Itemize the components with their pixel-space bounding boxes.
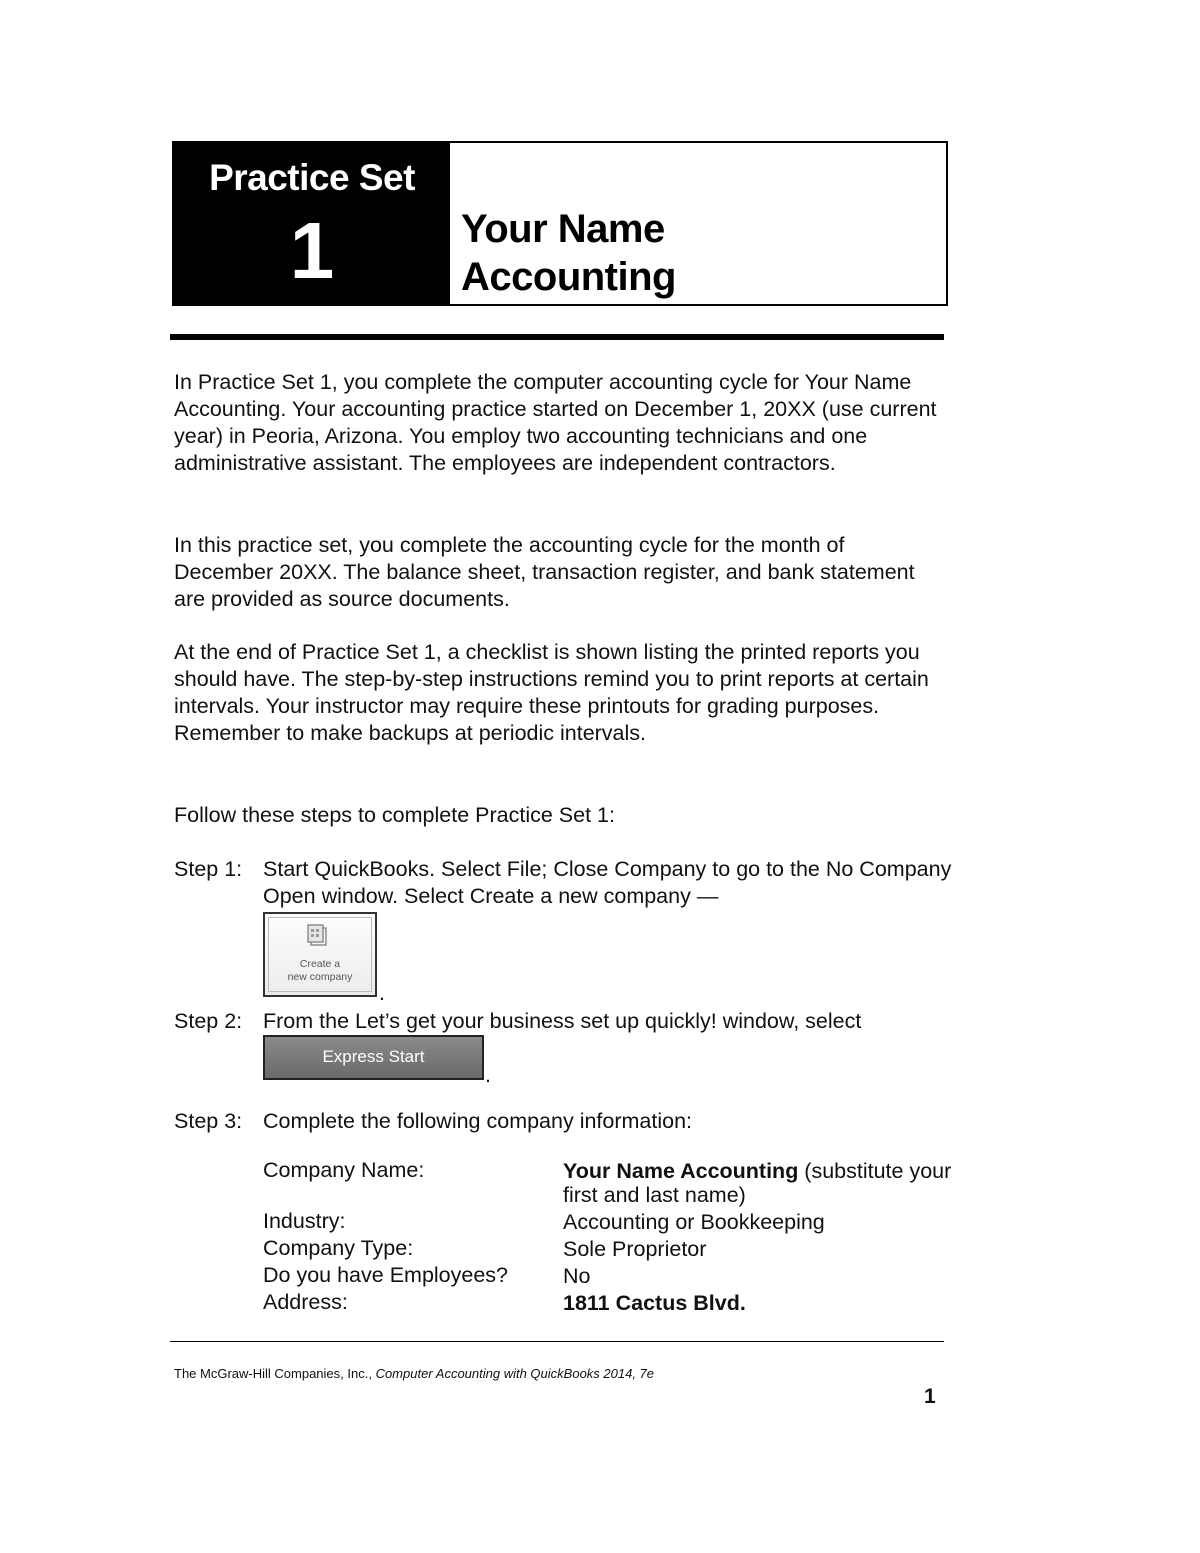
step-2-period: .: [485, 1063, 491, 1087]
step-1-text: Start QuickBooks. Select File; Close Company to go to the No Company Open window. Select Create a new company —: [263, 857, 952, 908]
page-number: 1: [924, 1385, 936, 1408]
footer-book-title: Computer Accounting with QuickBooks 2014, 7e: [375, 1366, 655, 1381]
company-name-value: [563, 1159, 953, 1207]
chapter-title-line-2: Accounting: [461, 255, 676, 299]
footer-publisher: The McGraw-Hill Companies, Inc.,: [174, 1366, 376, 1381]
chapter-title-line-1: Your Name: [461, 207, 665, 251]
step-2-label: Step 2:: [174, 1009, 243, 1033]
address-bold: 1811 Cactus Blvd.: [563, 1291, 746, 1315]
create-new-company-button[interactable]: [263, 912, 377, 997]
employees-value: No: [563, 1264, 591, 1288]
employees-label: Do you have Employees?: [263, 1263, 509, 1287]
company-name-bold: Your Name Accounting: [563, 1159, 799, 1183]
chapter-header: [172, 141, 948, 306]
intro-paragraph: In Practice Set 1, you complete the computer accounting cycle for Your Name Accounting. Your accounting practice started on December 1, 20XX (use current year) in Peoria, Arizona. You employ two accounting technicians and one administrative assistant. The employees are independent contractors.: [174, 370, 937, 475]
industry-value: Accounting or Bookkeeping: [563, 1210, 825, 1234]
company-type-label: Company Type:: [263, 1236, 414, 1260]
step-2-text: From the Let’s get your business set up quickly! window, select: [263, 1009, 862, 1033]
practice-set-label: Practice Set: [209, 157, 415, 198]
step-1-period: .: [379, 981, 385, 1005]
create-company-line-1: Create a: [299, 958, 341, 970]
cycle-paragraph: In this practice set, you complete the accounting cycle for the month of December 20XX. The balance sheet, transaction register, and bank statement are provided as source documents.: [174, 533, 915, 611]
chapter-title: [461, 205, 676, 301]
step-1-label: Step 1:: [174, 857, 243, 881]
practice-set-number: 1: [289, 206, 335, 295]
address-label: Address:: [263, 1290, 348, 1314]
checklist-paragraph: At the end of Practice Set 1, a checklist is shown listing the printed reports you should have. The step-by-step instructions remind you to print reports at certain intervals. Your instructor may require these printouts for grading purposes. Remember to make backups at periodic intervals.: [174, 640, 929, 745]
step-3-label: Step 3:: [174, 1109, 243, 1133]
new-company-icon: [305, 922, 331, 948]
express-start-button[interactable]: Express Start: [263, 1035, 484, 1080]
company-type-value: Sole Proprietor: [563, 1237, 707, 1261]
steps-intro: Follow these steps to complete Practice Set 1:: [174, 803, 615, 827]
practice-set-badge: [174, 143, 450, 304]
header-divider: [170, 334, 944, 340]
create-company-line-2: new company: [287, 971, 353, 983]
industry-label: Industry:: [263, 1209, 346, 1233]
create-new-company-label: [265, 958, 375, 984]
company-name-note: (substitute your first and last name): [563, 1159, 952, 1207]
company-name-label: Company Name:: [263, 1158, 425, 1182]
footer-divider: [170, 1341, 944, 1342]
address-value: [563, 1291, 953, 1315]
footer-credit: [174, 1366, 654, 1381]
step-3-text: Complete the following company information:: [263, 1109, 693, 1133]
